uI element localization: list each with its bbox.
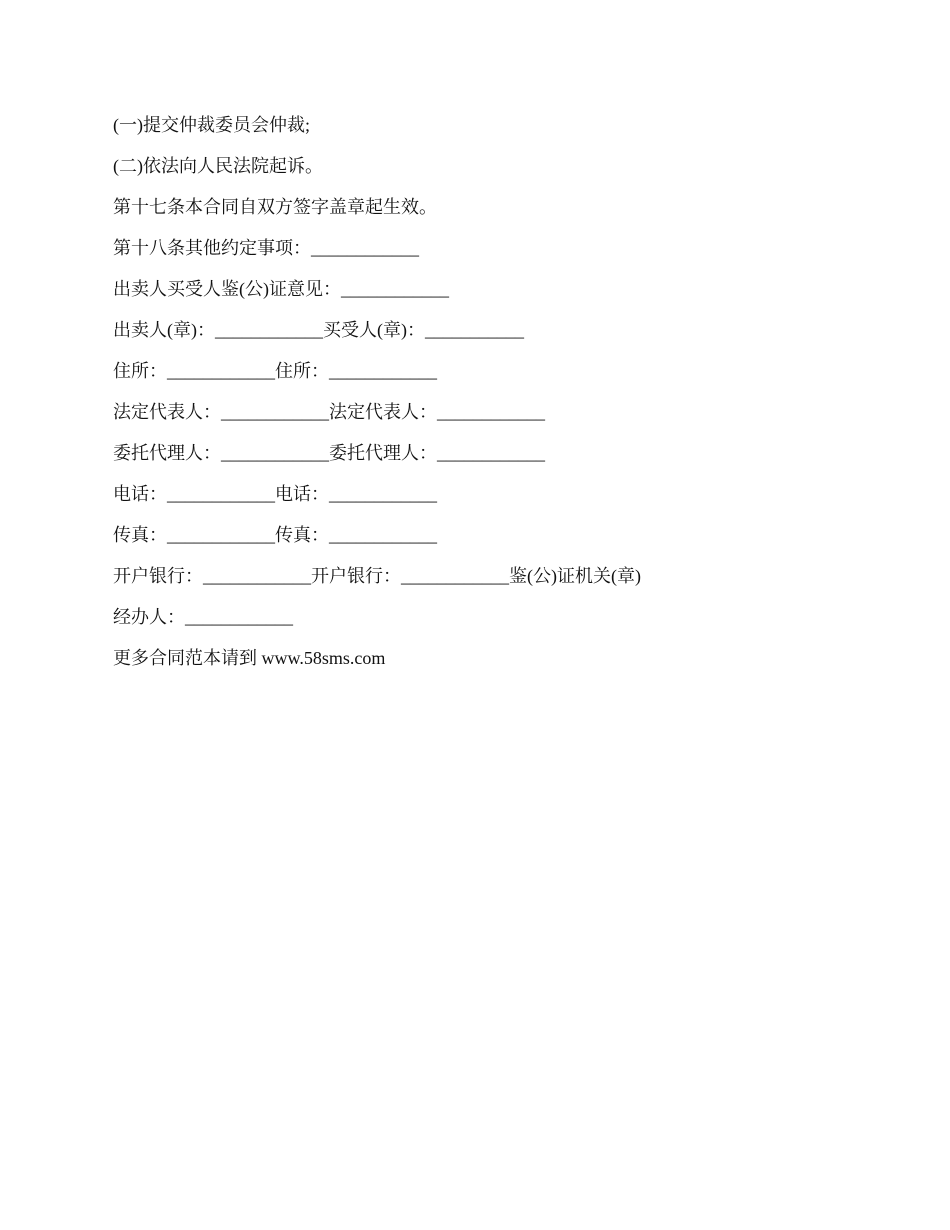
article-18: 第十八条其他约定事项：____________ [113,238,419,258]
clause-arbitration: (一)提交仲裁委员会仲裁; [113,115,310,135]
phone-line: 电话：____________电话：____________ [113,484,437,504]
clause-litigation: (二)依法向人民法院起诉。 [113,156,323,176]
fax-line: 传真：____________传真：____________ [113,525,437,545]
address-line: 住所：____________住所：____________ [113,361,437,381]
seal-line: 出卖人(章)：____________买受人(章)：___________ [113,320,524,340]
article-17: 第十七条本合同自双方签字盖章起生效。 [113,197,437,217]
document-body [113,111,833,685]
legal-representative-line: 法定代表人：____________法定代表人：____________ [113,402,545,422]
notarization-opinion: 出卖人买受人鉴(公)证意见：____________ [113,279,449,299]
footer-website: 更多合同范本请到 www.58sms.com [113,648,386,668]
handler-line: 经办人：____________ [113,607,293,627]
authorized-agent-line: 委托代理人：____________委托代理人：____________ [113,443,545,463]
bank-line: 开户银行：____________开户银行：____________鉴(公)证机关(章) [113,566,641,586]
